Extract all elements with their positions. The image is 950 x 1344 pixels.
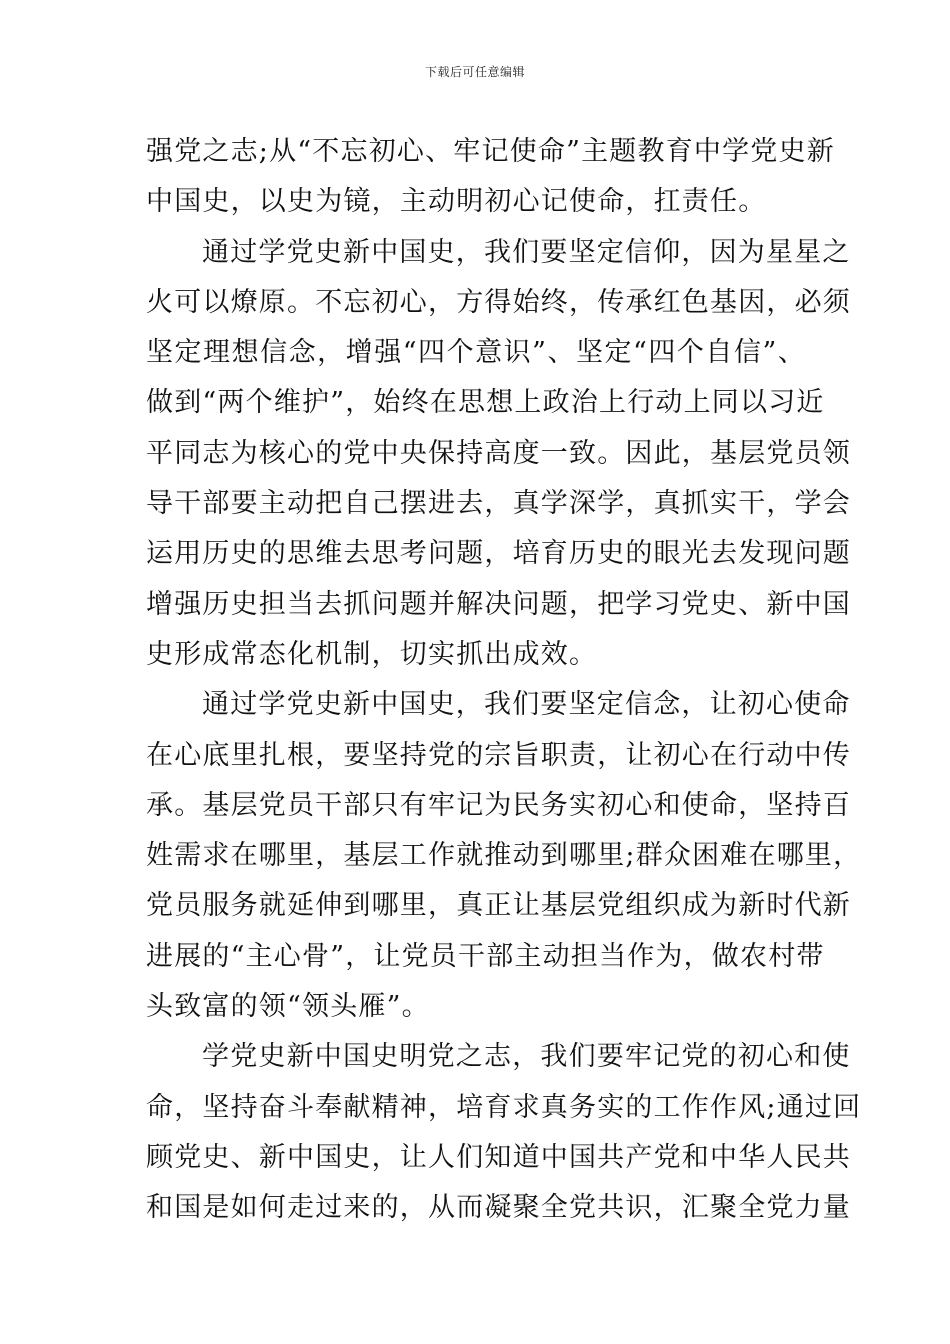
text-line: 头致富的领“领头雁”。	[146, 991, 430, 1023]
text-line: 史形成常态化机制，切实抓出成效。	[146, 638, 598, 670]
paragraph-2	[146, 228, 851, 681]
text-line: 姓需求在哪里，基层工作就推动到哪里;群众困难在哪里，	[146, 840, 862, 872]
text-line: 强党之志;从“不忘初心、牢记使命”主题教育中学党史新	[146, 136, 835, 167]
paragraph-1	[146, 127, 835, 228]
text-line: 坚定理想信念，增强“四个意识”、坚定“四个自信”、	[146, 337, 806, 369]
text-line: 做到“两个维护”，始终在思想上政治上行动上同以习近	[146, 387, 825, 419]
text-line: 进展的“主心骨”，让党员干部主动担当作为，做农村带	[146, 940, 825, 972]
text-line: 火可以燎原。不忘初心，方得始终，传承红色基因，必须	[146, 286, 851, 318]
text-line: 命，坚持奋斗奉献精神，培育求真务实的工作作风;通过回	[146, 1091, 862, 1123]
text-line: 顾党史、新中国史，让人们知道中国共产党和中华人民共	[146, 1141, 851, 1173]
text-line: 和国是如何走过来的，从而凝聚全党共识，汇聚全党力量	[146, 1192, 851, 1224]
text-line: 在心底里扎根，要坚持党的宗旨职责，让初心在行动中传	[146, 739, 851, 771]
text-line: 运用历史的思维去思考问题，培育历史的眼光去发现问题	[146, 538, 851, 570]
text-line: 党员服务就延伸到哪里，真正让基层党组织成为新时代新	[146, 890, 851, 922]
paragraph-3	[146, 680, 862, 1032]
text-line: 平同志为核心的党中央保持高度一致。因此，基层党员领	[146, 437, 851, 469]
paragraph-4	[146, 1032, 862, 1233]
page-header: 下载后可任意编辑	[424, 65, 525, 79]
text-line: 承。基层党员干部只有牢记为民务实初心和使命，坚持百	[146, 789, 851, 821]
text-line: 增强历史担当去抓问题并解决问题，把学习党史、新中国	[146, 588, 851, 620]
text-line: 通过学党史新中国史，我们要坚定信念，让初心使命	[202, 689, 851, 721]
text-line: 学党史新中国史明党之志，我们要牢记党的初心和使	[202, 1041, 851, 1073]
text-line: 中国史，以史为镜，主动明初心记使命，扛责任。	[146, 186, 767, 218]
body-text	[146, 127, 862, 1234]
text-line: 通过学党史新中国史，我们要坚定信仰，因为星星之	[202, 236, 851, 268]
text-line: 导干部要主动把自己摆进去，真学深学，真抓实干，学会	[146, 488, 851, 520]
